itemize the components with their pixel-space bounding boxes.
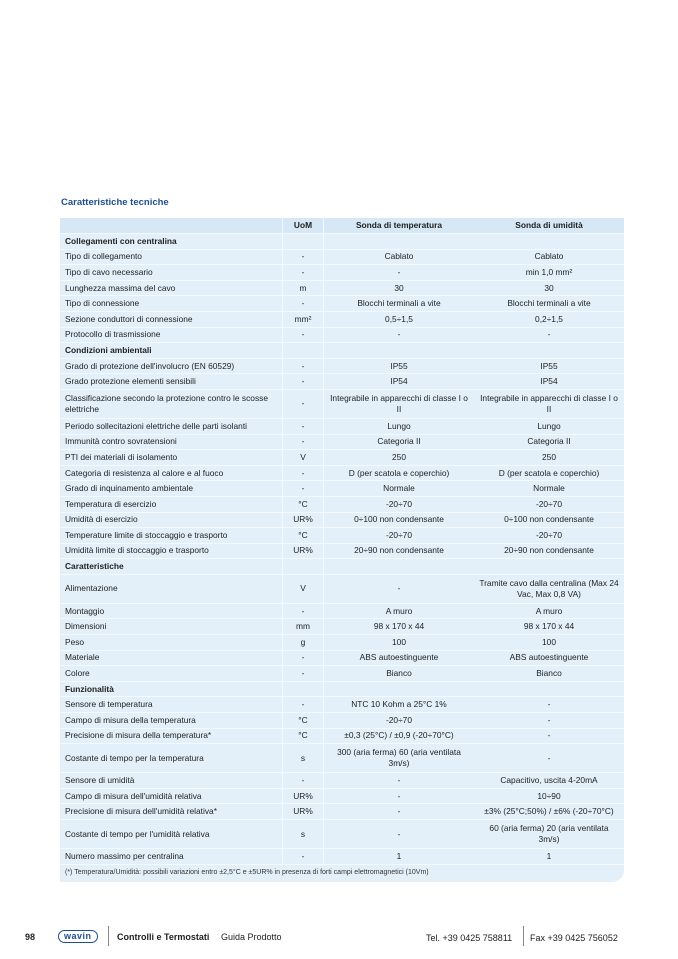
- spec-label: Montaggio: [65, 605, 105, 616]
- spec-label: Tipo di collegamento: [65, 251, 142, 262]
- temperature-value: Integrabile in apparecchi di classe I o II: [330, 392, 468, 414]
- header-temperature-probe: Sonda di temperatura: [355, 220, 443, 230]
- uom-cell: -: [282, 697, 324, 712]
- table-row: [60, 604, 624, 620]
- uom-cell: V: [282, 450, 324, 465]
- table-row: [60, 497, 624, 513]
- spec-label: Temperatura di esercizio: [65, 498, 157, 509]
- humidity-value: 250: [542, 451, 556, 462]
- spec-label: Tipo di cavo necessario: [65, 266, 153, 277]
- uom-cell: mm: [282, 619, 324, 634]
- uom-cell: UR%: [282, 544, 324, 559]
- spec-label: Umidità limite di stoccaggio e trasporto: [65, 545, 209, 556]
- table-row: [60, 697, 624, 713]
- uom-cell: -: [282, 604, 324, 619]
- spec-label: Precisione di misura della temperatura*: [65, 730, 212, 741]
- humidity-value: -: [547, 714, 551, 725]
- humidity-value: min 1,0 mm²: [525, 266, 573, 277]
- temperature-value: NTC 10 Kohm a 25°C 1%: [351, 699, 447, 710]
- uom-cell: UR%: [282, 789, 324, 804]
- section-label: Funzionalità: [65, 683, 114, 694]
- table-row: [60, 789, 624, 805]
- spec-label: PTI dei materiali di isolamento: [65, 451, 178, 462]
- table-row: [60, 466, 624, 482]
- humidity-value: IP55: [540, 360, 558, 371]
- table-row: [60, 744, 624, 773]
- spec-label: Grado di inquinamento ambientale: [65, 483, 194, 494]
- uom-cell: V: [282, 575, 324, 603]
- uom-cell: °C: [282, 497, 324, 512]
- temperature-value: 300 (aria ferma) 60 (aria ventilata 3m/s): [337, 747, 461, 769]
- table-row: [60, 713, 624, 729]
- table-row: [60, 312, 624, 328]
- spec-label: Costante di tempo per l'umidità relativa: [65, 828, 210, 839]
- temperature-value: -: [397, 806, 401, 817]
- spec-label: Temperature limite di stoccaggio e trasporto: [65, 529, 228, 540]
- humidity-value: 30: [544, 282, 554, 293]
- empty-cell: [282, 682, 324, 697]
- humidity-value: 100: [542, 636, 556, 647]
- humidity-value: ABS autoestinguente: [509, 652, 589, 663]
- uom-cell: -: [282, 419, 324, 434]
- uom-cell: -: [282, 296, 324, 311]
- temperature-value: Normale: [383, 483, 415, 494]
- uom-cell: -: [282, 359, 324, 374]
- table-row: [60, 651, 624, 667]
- spec-label: Grado di protezione dell'involucro (EN 60529): [65, 360, 235, 371]
- section-row: [60, 234, 624, 250]
- section-title: Caratteristiche tecniche: [61, 197, 169, 208]
- table-row: [60, 250, 624, 266]
- temperature-value: -: [397, 583, 401, 594]
- header-uom: UoM: [282, 218, 324, 233]
- temperature-value: A muro: [385, 605, 413, 616]
- footer-section: Controlli e Termostati: [117, 932, 210, 942]
- temperature-value: 98 x 170 x 44: [373, 621, 425, 632]
- uom-cell: s: [282, 820, 324, 848]
- table-row: [60, 450, 624, 466]
- divider: [108, 926, 109, 946]
- temperature-value: D (per scatola e coperchio): [348, 467, 450, 478]
- temperature-value: 0÷100 non condensante: [354, 514, 444, 525]
- uom-cell: -: [282, 435, 324, 450]
- uom-cell: UR%: [282, 804, 324, 819]
- header-humidity-probe: Sonda di umidità: [515, 220, 583, 230]
- table-row: [60, 374, 624, 390]
- uom-cell: -: [282, 328, 324, 343]
- uom-cell: -: [282, 773, 324, 788]
- spec-label: Dimensioni: [65, 621, 107, 632]
- spec-label: Sezione conduttori di connessione: [65, 313, 193, 324]
- table-row: [60, 296, 624, 312]
- table-row: [60, 328, 624, 344]
- humidity-value: 0,2÷1,5: [535, 313, 563, 324]
- temperature-value: ±0,3 (25°C) / ±0,9 (-20÷70°C): [344, 730, 454, 741]
- uom-cell: -: [282, 374, 324, 389]
- temperature-value: Cablato: [384, 251, 414, 262]
- empty-cell: [282, 343, 324, 358]
- uom-cell: mm²: [282, 312, 324, 327]
- uom-cell: -: [282, 849, 324, 864]
- humidity-value: ±3% (25°C;50%) / ±6% (-20÷70°C): [484, 806, 614, 817]
- table-row: [60, 528, 624, 544]
- temperature-value: Bianco: [386, 668, 412, 679]
- spec-label: Protocollo di trasmissione: [65, 329, 161, 340]
- spec-label: Classificazione secondo la protezione contro le scosse elettriche: [65, 392, 268, 414]
- temperature-value: -: [397, 329, 401, 340]
- humidity-value: Lungo: [537, 420, 561, 431]
- uom-cell: °C: [282, 729, 324, 744]
- humidity-value: Capacitivo, uscita 4-20mA: [500, 775, 598, 786]
- spec-label: Sensore di temperatura: [65, 699, 153, 710]
- temperature-value: -: [397, 828, 401, 839]
- temperature-value: 20÷90 non condensante: [354, 545, 444, 556]
- uom-cell: °C: [282, 713, 324, 728]
- temperature-value: 250: [392, 451, 406, 462]
- humidity-value: 60 (aria ferma) 20 (aria ventilata 3m/s): [489, 823, 609, 844]
- spec-label: Lunghezza massima del cavo: [65, 282, 176, 293]
- table-row: [60, 419, 624, 435]
- uom-cell: -: [282, 466, 324, 481]
- humidity-value: A muro: [535, 605, 563, 616]
- table-row: [60, 666, 624, 682]
- table-row: [60, 820, 624, 849]
- humidity-value: Blocchi terminali a vite: [507, 298, 591, 309]
- spec-label: Umidità di esercizio: [65, 514, 138, 525]
- table-row: [60, 773, 624, 789]
- humidity-value: IP54: [540, 376, 558, 387]
- header-label: [60, 225, 282, 227]
- temperature-value: 1: [396, 850, 402, 861]
- spec-label: Costante di tempo per la temperatura: [65, 752, 204, 763]
- divider: [523, 926, 524, 946]
- section-label: Collegamenti con centralina: [65, 235, 177, 246]
- temperature-value: Lungo: [387, 420, 411, 431]
- spec-label: Immunità contro sovratensioni: [65, 436, 177, 447]
- spec-label: Periodo sollecitazioni elettriche delle parti isolanti: [65, 420, 248, 431]
- section-label: Condizioni ambientali: [65, 344, 152, 355]
- spec-label: Categoria di resistenza al calore e al fuoco: [65, 467, 224, 478]
- temperature-value: Blocchi terminali a vite: [357, 298, 441, 309]
- footer-tel: Tel. +39 0425 758811: [426, 933, 513, 943]
- humidity-value: Bianco: [536, 668, 562, 679]
- table-header: [60, 218, 624, 234]
- temperature-value: -: [397, 266, 401, 277]
- table-row: [60, 544, 624, 560]
- humidity-value: 1: [546, 850, 552, 861]
- uom-cell: -: [282, 390, 324, 418]
- spec-label: Numero massimo per centralina: [65, 850, 184, 861]
- table-row: [60, 281, 624, 297]
- table-row: [60, 635, 624, 651]
- temperature-value: IP54: [390, 376, 408, 387]
- temperature-value: -20÷70: [385, 498, 413, 509]
- humidity-value: Tramite cavo dalla centralina (Max 24 Vac, Max 0,8 VA): [479, 577, 619, 599]
- spec-label: Materiale: [65, 652, 100, 663]
- page-footer: [0, 930, 678, 946]
- uom-cell: -: [282, 651, 324, 666]
- footer-fax: Fax +39 0425 756052: [530, 933, 618, 943]
- temperature-value: -20÷70: [385, 714, 413, 725]
- section-label: Caratteristiche: [65, 561, 124, 572]
- temperature-value: Categoria II: [377, 436, 421, 447]
- temperature-value: -: [397, 775, 401, 786]
- specs-table: [60, 218, 624, 882]
- temperature-value: ABS autoestinguente: [359, 652, 439, 663]
- humidity-value: Integrabile in apparecchi di classe I o II: [480, 392, 618, 414]
- section-row: [60, 682, 624, 698]
- table-row: [60, 619, 624, 635]
- wavin-logo: wavin: [58, 930, 98, 943]
- footer-guide: Guida Prodotto: [221, 932, 282, 942]
- uom-cell: m: [282, 281, 324, 296]
- temperature-value: 30: [394, 282, 404, 293]
- section-row: [60, 559, 624, 575]
- uom-cell: s: [282, 744, 324, 772]
- uom-cell: -: [282, 481, 324, 496]
- table-row: [60, 265, 624, 281]
- spec-label: Colore: [65, 668, 90, 679]
- uom-cell: -: [282, 250, 324, 265]
- humidity-value: -20÷70: [535, 529, 563, 540]
- uom-cell: -: [282, 265, 324, 280]
- spec-label: Alimentazione: [65, 583, 118, 594]
- temperature-value: -20÷70: [385, 529, 413, 540]
- uom-cell: g: [282, 635, 324, 650]
- spec-label: Tipo di connessione: [65, 298, 140, 309]
- humidity-value: Cablato: [534, 251, 564, 262]
- temperature-value: -: [397, 790, 401, 801]
- spec-label: Grado protezione elementi sensibili: [65, 376, 196, 387]
- table-row: [60, 513, 624, 529]
- spec-label: Peso: [65, 636, 85, 647]
- humidity-value: Categoria II: [527, 436, 571, 447]
- table-row: [60, 359, 624, 375]
- table-row: [60, 729, 624, 745]
- humidity-value: 10÷90: [537, 790, 561, 801]
- humidity-value: -: [547, 730, 551, 741]
- empty-cell: [282, 234, 324, 249]
- table-row: [60, 575, 624, 604]
- spec-label: Sensore di umidità: [65, 775, 135, 786]
- temperature-value: IP55: [390, 360, 408, 371]
- table-row: [60, 804, 624, 820]
- humidity-value: Normale: [533, 483, 565, 494]
- table-row: [60, 849, 624, 865]
- humidity-value: -: [547, 752, 551, 763]
- humidity-value: -20÷70: [535, 498, 563, 509]
- uom-cell: UR%: [282, 513, 324, 528]
- temperature-value: 0,5÷1,5: [385, 313, 413, 324]
- footnote: (*) Temperatura/Umidità: possibili variazioni entro ±2,5°C e ±5UR% in presenza di forti campi elettromagnetici (10Vm): [65, 868, 429, 876]
- table-row: [60, 390, 624, 419]
- section-row: [60, 343, 624, 359]
- page-number: 98: [25, 932, 36, 942]
- humidity-value: -: [547, 329, 551, 340]
- spec-label: Precisione di misura dell'umidità relativa*: [65, 806, 217, 817]
- uom-cell: -: [282, 666, 324, 681]
- table-row: [60, 481, 624, 497]
- uom-cell: °C: [282, 528, 324, 543]
- humidity-value: 0÷100 non condensante: [504, 514, 594, 525]
- humidity-value: -: [547, 699, 551, 710]
- temperature-value: 100: [392, 636, 406, 647]
- humidity-value: 98 x 170 x 44: [523, 621, 575, 632]
- spec-label: Campo di misura dell'umidità relativa: [65, 790, 202, 801]
- table-row: [60, 435, 624, 451]
- humidity-value: 20÷90 non condensante: [504, 545, 594, 556]
- empty-cell: [282, 559, 324, 574]
- humidity-value: D (per scatola e coperchio): [498, 467, 600, 478]
- spec-label: Campo di misura della temperatura: [65, 714, 196, 725]
